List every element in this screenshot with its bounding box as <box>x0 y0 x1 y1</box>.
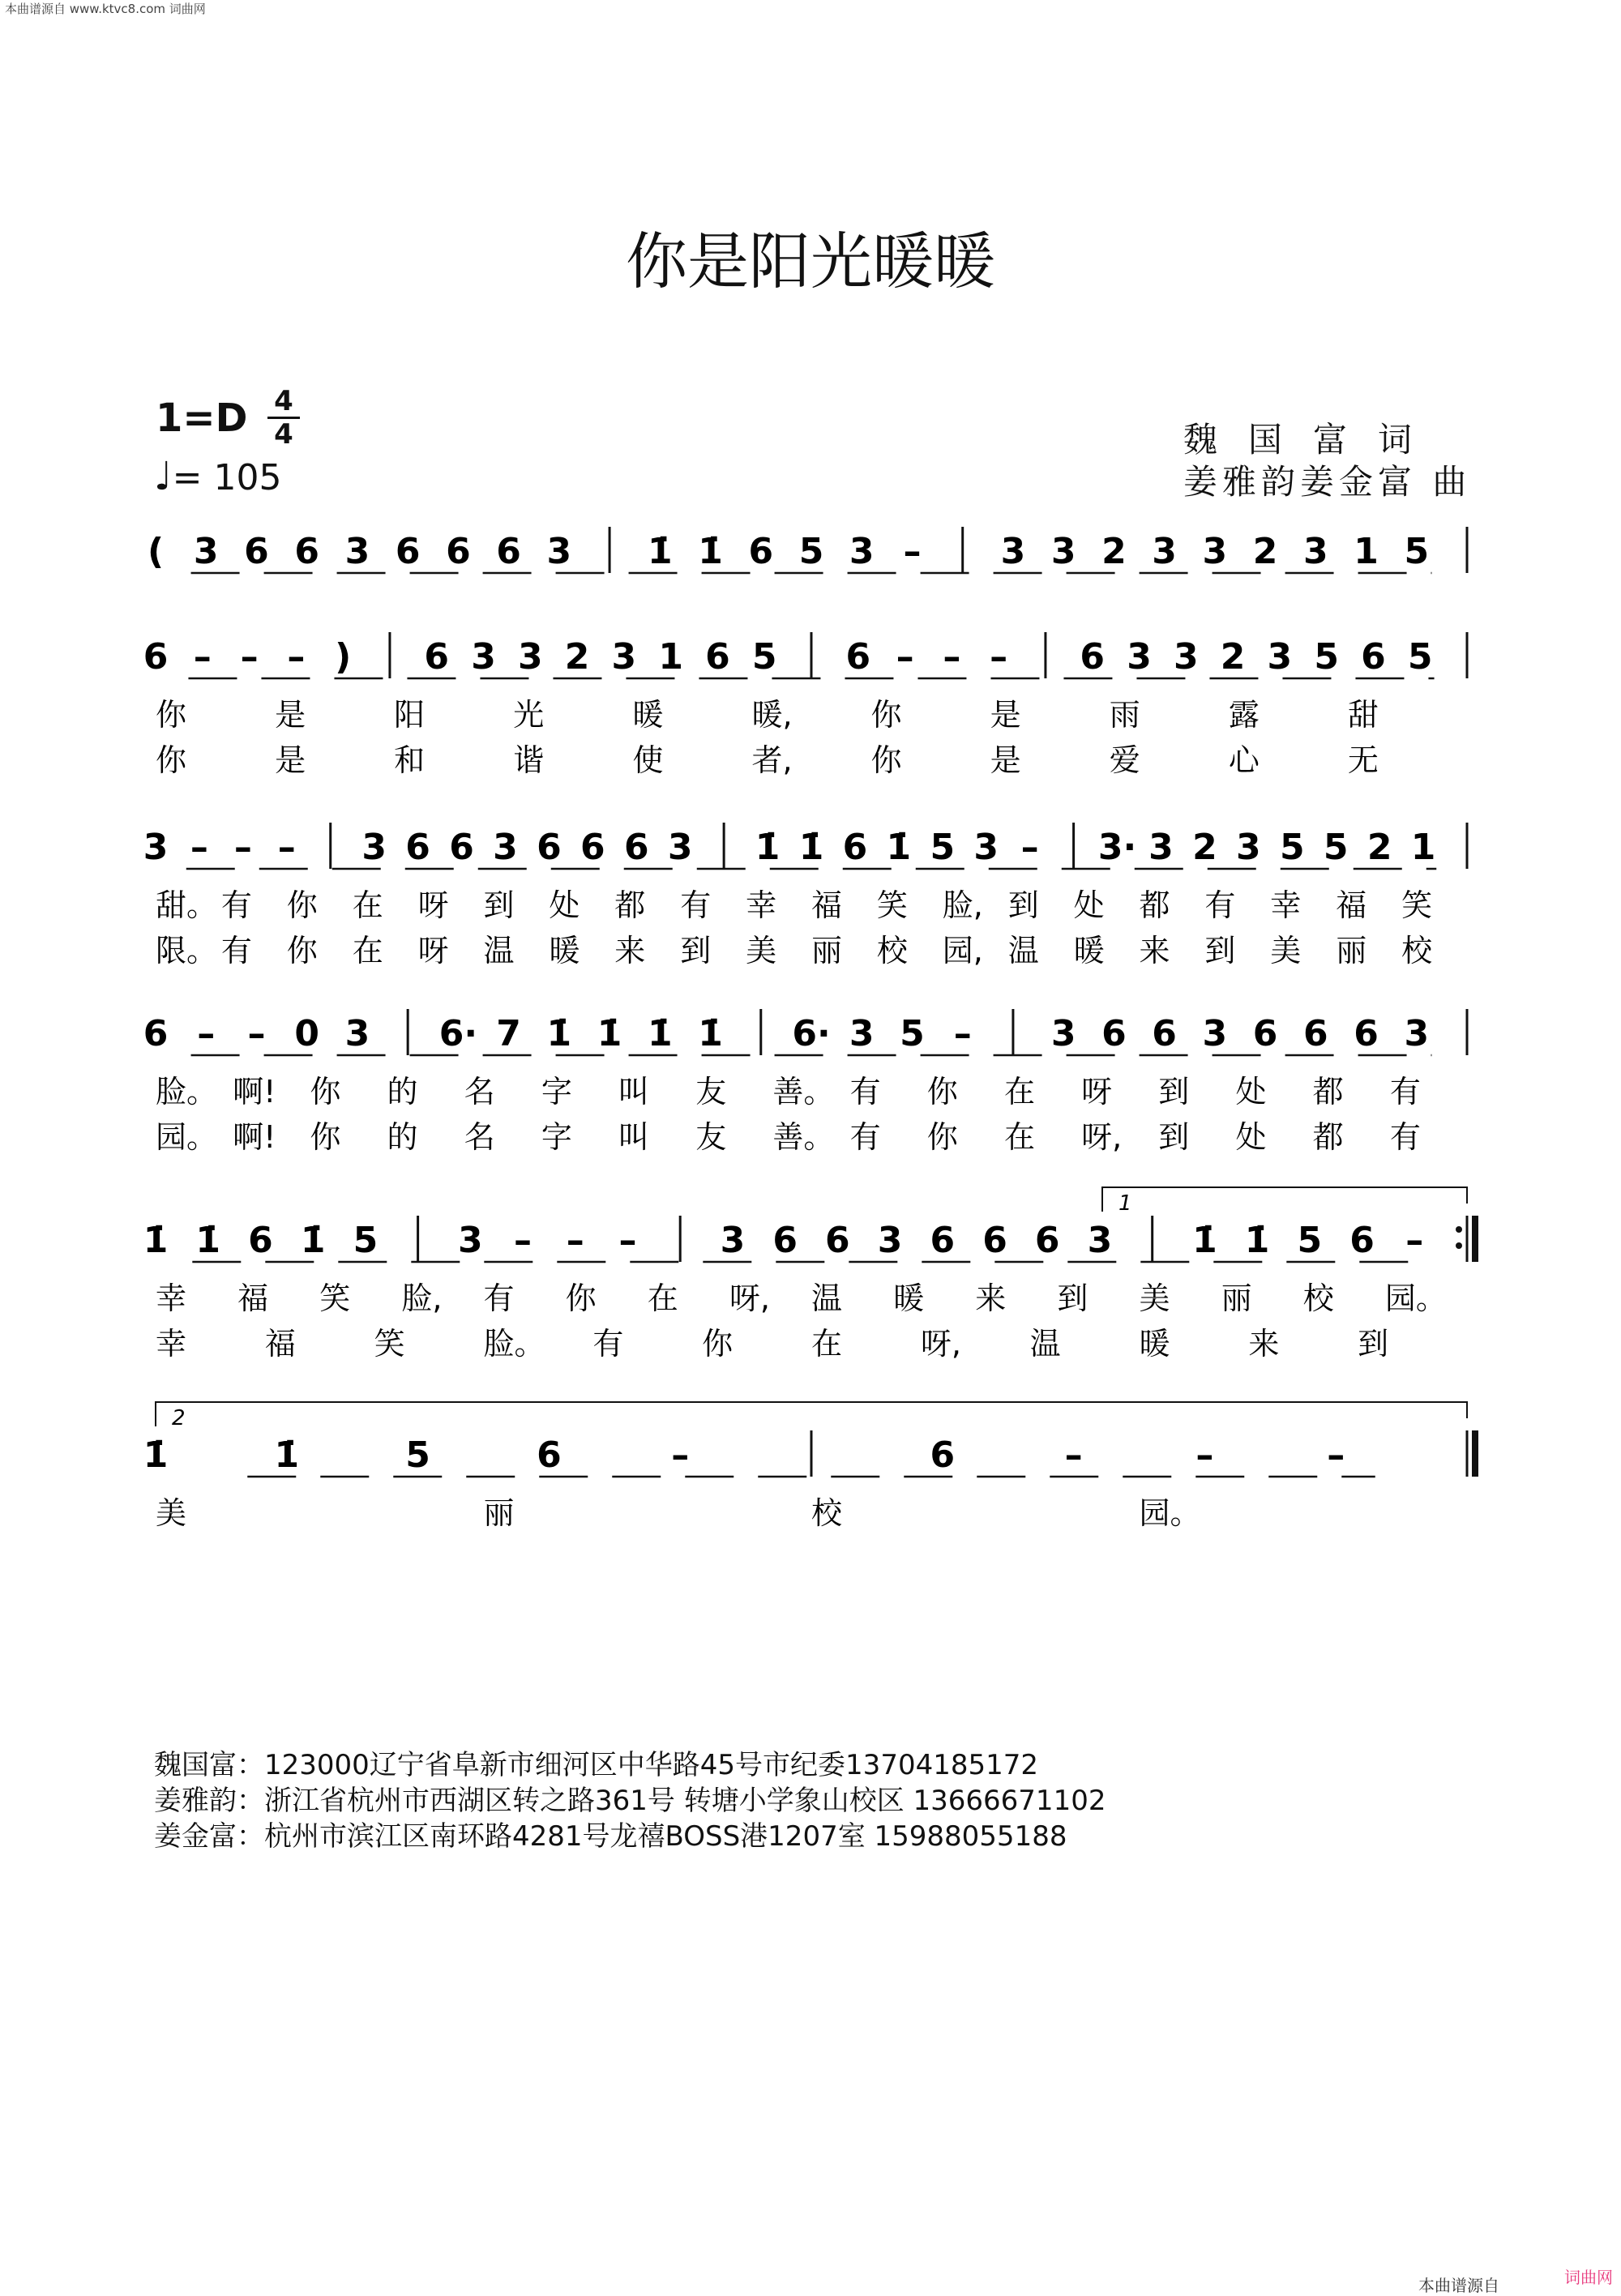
lyric-syllable: 有 <box>849 1074 881 1110</box>
score-note: 3 <box>1202 531 1228 572</box>
score-note: 6 <box>1252 1013 1278 1054</box>
score-note: 1̇ <box>1244 1220 1270 1261</box>
score-note: – <box>1405 1220 1424 1261</box>
score-note: 1̇ <box>647 531 673 572</box>
lyric-syllable: 丽 <box>811 933 843 968</box>
lyric-syllable: 善。 <box>772 1119 835 1155</box>
lyric-syllable: 处 <box>1073 887 1105 923</box>
lyric-syllable: 者, <box>751 742 793 778</box>
lyric-syllable: 到 <box>1007 887 1039 923</box>
score-note: ( <box>147 531 165 572</box>
lyric-syllable: 友 <box>695 1119 727 1155</box>
lyric-syllable: 你 <box>310 1074 341 1110</box>
score-note: – <box>566 1220 584 1261</box>
score-note: 6· <box>792 1013 831 1054</box>
score-note: 5 <box>1407 636 1433 678</box>
lyric-syllable: 啊! <box>233 1074 276 1110</box>
lyric-syllable: 来 <box>614 933 646 968</box>
volta-bracket <box>156 1402 1467 1426</box>
lyric-syllable: 是 <box>275 742 306 778</box>
lyric-syllable: 和 <box>394 742 426 778</box>
lyric-syllable: 在 <box>352 887 383 923</box>
lyric-syllable: 呀, <box>729 1281 770 1316</box>
score-note: 6 <box>424 636 450 678</box>
score-note: 0 <box>294 1013 320 1054</box>
score-note: 6 <box>1101 1013 1127 1054</box>
score-note: 6· <box>438 1013 478 1054</box>
score-note: 6 <box>1361 636 1386 678</box>
lyric-syllable: 你 <box>926 1074 958 1110</box>
source-watermark: 本曲谱源自 www.ktvc8.com 词曲网 <box>5 2 206 16</box>
score-note: – <box>953 1013 972 1054</box>
score-note: 6 <box>930 1434 956 1476</box>
lyric-syllable: 雨 <box>1109 697 1140 733</box>
lyric-syllable: 温 <box>1007 933 1039 968</box>
lyric-syllable: 到 <box>680 933 712 968</box>
lyric-syllable: 有 <box>1389 1074 1421 1110</box>
bottom-watermark: 本曲谱源自 <box>1418 2276 1499 2295</box>
lyric-syllable: 笑 <box>1401 887 1433 923</box>
score-note: 1̇ <box>698 531 723 572</box>
score-note: 6 <box>143 1013 169 1054</box>
lyric-syllable: 到 <box>1204 933 1236 968</box>
score-note: 3 <box>1050 531 1076 572</box>
lyric-syllable: 暖 <box>1139 1326 1170 1362</box>
lyric-syllable: 园, <box>942 933 983 968</box>
score-note: 5 <box>751 636 777 678</box>
score-note: – <box>1064 1434 1083 1476</box>
score-note: 3 <box>849 531 875 572</box>
score-note: 6 <box>772 1220 798 1261</box>
score-note: 2 <box>1252 531 1278 572</box>
lyric-syllable: 丽 <box>1336 933 1367 968</box>
lyric-syllable: 园。 <box>1139 1495 1201 1531</box>
score-note: 3 <box>667 827 693 868</box>
score-note: 5 <box>1314 636 1339 678</box>
score-note: – <box>197 1013 216 1054</box>
site-logo: 词曲网 <box>1556 2263 1621 2293</box>
score-note: – <box>943 636 961 678</box>
lyric-syllable: 你 <box>286 887 318 923</box>
lyric-syllable: 你 <box>870 697 902 733</box>
lyric-syllable: 幸 <box>156 1281 187 1316</box>
score-note: 6 <box>537 827 562 868</box>
lyric-syllable: 你 <box>565 1281 597 1316</box>
lyric-syllable: 都 <box>1139 887 1170 923</box>
lyric-syllable: 使 <box>632 742 664 778</box>
lyric-syllable: 丽 <box>1221 1281 1252 1316</box>
lyric-syllable: 的 <box>387 1074 418 1110</box>
lyricist-credit: 魏国富词 <box>1183 420 1444 460</box>
score-note: 6 <box>982 1220 1007 1261</box>
score-note: 2 <box>1192 827 1217 868</box>
lyric-syllable: 福 <box>1336 887 1367 923</box>
lyric-syllable: 都 <box>1312 1074 1344 1110</box>
lyric-syllable: 甜 <box>1347 697 1379 733</box>
repeat-dot <box>1456 1242 1462 1249</box>
lyric-syllable: 有 <box>1204 887 1236 923</box>
lyric-syllable: 丽 <box>483 1495 515 1531</box>
score-note: 6 <box>449 827 474 868</box>
lyric-syllable: 心 <box>1228 742 1260 778</box>
lyric-syllable: 有 <box>220 933 252 968</box>
score-note: 6 <box>842 827 868 868</box>
score-note: 6 <box>1080 636 1106 678</box>
lyric-syllable: 美 <box>156 1495 187 1531</box>
lyric-syllable: 呀 <box>1081 1074 1113 1110</box>
score-note: 3 <box>611 636 637 678</box>
score-note: 3· <box>1097 827 1137 868</box>
score-note: – <box>277 827 296 868</box>
lyric-syllable: 暖 <box>1073 933 1105 968</box>
lyric-syllable: 友 <box>695 1074 727 1110</box>
score-note: 3 <box>877 1220 903 1261</box>
lyric-syllable: 啊! <box>233 1119 276 1155</box>
lyric-syllable: 处 <box>1235 1074 1267 1110</box>
song-title: 你是阳光暖暖 <box>626 225 995 297</box>
score-note: 6 <box>1152 1013 1177 1054</box>
lyric-syllable: 到 <box>1158 1074 1190 1110</box>
lyric-syllable: 到 <box>483 887 515 923</box>
score-note: – <box>618 1220 637 1261</box>
score-note: 3 <box>973 827 999 868</box>
score-note: 3 <box>458 1220 483 1261</box>
lyric-syllable: 字 <box>541 1074 572 1110</box>
score-note: 6 <box>1354 1013 1379 1054</box>
lyric-syllable: 的 <box>387 1119 418 1155</box>
lyric-syllable: 在 <box>352 933 383 968</box>
lyric-syllable: 笑 <box>319 1281 351 1316</box>
lyric-syllable: 名 <box>464 1074 495 1110</box>
score-note: 1̇ <box>647 1013 673 1054</box>
time-signature-bottom: 4 <box>274 418 293 451</box>
score-note: 5 <box>930 827 956 868</box>
score-note: ) <box>335 636 352 678</box>
score-note: 6 <box>1034 1220 1060 1261</box>
score-note: 2 <box>1220 636 1246 678</box>
lyric-syllable: 在 <box>1003 1119 1035 1155</box>
score-note: 3 <box>1202 1013 1228 1054</box>
score-note: 6 <box>748 531 774 572</box>
score-note: 6 <box>244 531 269 572</box>
score-note: 1̇ <box>143 1220 169 1261</box>
address-composer-1: 姜雅韵：浙江省杭州市西湖区转之路361号 转塘小学象山校区 13666671102 <box>154 1785 1106 1817</box>
lyric-syllable: 有 <box>1389 1119 1421 1155</box>
volta-number: 2 <box>172 1406 186 1430</box>
score-note: 3 <box>344 1013 370 1054</box>
score-note: 3 <box>517 636 543 678</box>
lyric-syllable: 阳 <box>394 697 426 733</box>
lyric-syllable: 来 <box>1139 933 1170 968</box>
score-note: 7 <box>496 1013 521 1054</box>
lyric-syllable: 善。 <box>772 1074 835 1110</box>
score-note: – <box>247 1013 266 1054</box>
lyric-syllable: 脸。 <box>156 1074 218 1110</box>
lyric-syllable: 温 <box>811 1281 843 1316</box>
lyric-syllable: 叫 <box>618 1074 650 1110</box>
lyric-syllable: 美 <box>746 933 777 968</box>
score-note: 5 <box>1323 827 1349 868</box>
lyric-syllable: 你 <box>702 1326 734 1362</box>
score-note: 6 <box>825 1220 850 1261</box>
lyric-syllable: 暖, <box>751 697 793 733</box>
score-note: – <box>193 636 212 678</box>
score-note: 3 <box>361 827 387 868</box>
score-note: 3 <box>193 531 219 572</box>
score-note: 5 <box>1279 827 1305 868</box>
score-note: 3 <box>1148 827 1174 868</box>
lyric-syllable: 处 <box>549 887 580 923</box>
lyric-syllable: 福 <box>237 1281 269 1316</box>
score-note: 5 <box>353 1220 379 1261</box>
lyric-syllable: 你 <box>156 742 187 778</box>
score-note: 2 <box>1101 531 1127 572</box>
score-note: 3 <box>471 636 496 678</box>
score-note: 5 <box>405 1434 430 1476</box>
lyric-syllable: 来 <box>1248 1326 1280 1362</box>
lyric-syllable: 是 <box>275 697 306 733</box>
quarter-note-icon: ♩ <box>154 454 173 499</box>
lyric-syllable: 呀, <box>920 1326 961 1362</box>
score-note: 6 <box>248 1220 273 1261</box>
score-note: – <box>1020 827 1039 868</box>
score-note: 6 <box>930 1220 956 1261</box>
score-note: 6 <box>143 636 169 678</box>
lyric-syllable: 有 <box>483 1281 515 1316</box>
lyric-syllable: 来 <box>975 1281 1007 1316</box>
score-note: 6 <box>395 531 421 572</box>
score-note: 6 <box>537 1434 562 1476</box>
lyric-syllable: 你 <box>926 1119 958 1155</box>
score-note: 6 <box>294 531 320 572</box>
lyric-syllable: 幸 <box>1270 887 1302 923</box>
score-note: 1̇ <box>300 1220 326 1261</box>
lyric-syllable: 限。 <box>156 933 218 968</box>
lyric-syllable: 呀, <box>1081 1119 1123 1155</box>
score-note: 5 <box>1297 1220 1323 1261</box>
score-note: 3 <box>1050 1013 1076 1054</box>
lyric-syllable: 是 <box>990 697 1021 733</box>
lyric-syllable: 你 <box>286 933 318 968</box>
lyric-syllable: 字 <box>541 1119 572 1155</box>
lyric-syllable: 福 <box>264 1326 296 1362</box>
score-note: – <box>903 531 922 572</box>
score-note: 3 <box>1173 636 1199 678</box>
lyric-syllable: 暖 <box>549 933 580 968</box>
score-note: 3 <box>1000 531 1026 572</box>
lyric-syllable: 都 <box>614 887 646 923</box>
volta-number: 1 <box>1118 1191 1132 1216</box>
score-note: – <box>233 827 252 868</box>
lyric-syllable: 你 <box>870 742 902 778</box>
score-note: 1 <box>1410 827 1436 868</box>
score-note: 6 <box>1349 1220 1375 1261</box>
score-note: 1̇ <box>195 1220 221 1261</box>
lyric-syllable: 校 <box>811 1495 843 1531</box>
lyric-syllable: 有 <box>592 1326 624 1362</box>
composer-credit: 姜雅韵姜金富 曲 <box>1183 462 1472 502</box>
score-note: – <box>990 636 1008 678</box>
score-note: 3 <box>143 827 169 868</box>
lyric-syllable: 脸, <box>401 1281 443 1316</box>
score-note: 2 <box>1367 827 1392 868</box>
time-signature-top: 4 <box>274 385 293 417</box>
lyric-syllable: 都 <box>1312 1119 1344 1155</box>
score-note: 6 <box>705 636 730 678</box>
lyric-syllable: 你 <box>310 1119 341 1155</box>
lyric-syllable: 笑 <box>374 1326 405 1362</box>
score-note: 5 <box>798 531 824 572</box>
lyric-syllable: 有 <box>680 887 712 923</box>
lyric-syllable: 呀 <box>417 887 449 923</box>
lyric-syllable: 在 <box>647 1281 678 1316</box>
score-note: 1̇ <box>597 1013 622 1054</box>
address-lyricist: 魏国富：123000辽宁省阜新市细河区中华路45号市纪委13704185172 <box>154 1749 1039 1781</box>
score-note: – <box>287 636 306 678</box>
lyric-syllable: 校 <box>1401 933 1433 968</box>
score-note: – <box>240 636 259 678</box>
lyric-syllable: 暖 <box>632 697 664 733</box>
lyric-syllable: 光 <box>513 697 545 733</box>
score-note: – <box>896 636 914 678</box>
lyric-syllable: 在 <box>811 1326 843 1362</box>
lyric-syllable: 叫 <box>618 1119 650 1155</box>
score-note: 3 <box>1152 531 1177 572</box>
lyric-syllable: 福 <box>811 887 843 923</box>
lyric-syllable: 笑 <box>876 887 908 923</box>
lyric-syllable: 名 <box>464 1119 495 1155</box>
score-note: 1̇ <box>886 827 912 868</box>
score-note: 1̇ <box>143 1434 169 1476</box>
lyric-syllable: 处 <box>1235 1119 1267 1155</box>
lyric-syllable: 甜。 <box>156 887 218 923</box>
volta-bracket <box>1102 1187 1467 1212</box>
score-note: 3 <box>1087 1220 1113 1261</box>
lyric-syllable: 是 <box>990 742 1021 778</box>
score-note: 6 <box>580 827 605 868</box>
lyric-syllable: 到 <box>1158 1119 1190 1155</box>
lyric-syllable: 你 <box>156 697 187 733</box>
tempo-value: = 105 <box>172 457 282 498</box>
score-note: 6 <box>446 531 471 572</box>
lyric-syllable: 露 <box>1228 697 1260 733</box>
score-note: 3 <box>720 1220 746 1261</box>
score-note: 1̇ <box>798 827 824 868</box>
lyric-syllable: 校 <box>1302 1281 1334 1316</box>
lyric-syllable: 幸 <box>156 1326 187 1362</box>
lyric-syllable: 无 <box>1347 742 1379 778</box>
key-signature: 1=D <box>156 395 248 441</box>
lyric-syllable: 校 <box>876 933 908 968</box>
score-note: 6 <box>405 827 430 868</box>
score-note: 1̇ <box>755 827 781 868</box>
score-note: 6 <box>845 636 871 678</box>
lyric-syllable: 幸 <box>746 887 777 923</box>
lyric-syllable: 爱 <box>1109 742 1140 778</box>
lyric-syllable: 到 <box>1057 1281 1089 1316</box>
lyric-syllable: 美 <box>1139 1281 1170 1316</box>
score-note: 3 <box>546 531 572 572</box>
score-note: 6 <box>1302 1013 1328 1054</box>
score-note: 3 <box>849 1013 875 1054</box>
lyric-syllable: 有 <box>220 887 252 923</box>
address-composer-2: 姜金富：杭州市滨江区南环路4281号龙禧BOSS港1207室 15988055188 <box>154 1820 1067 1853</box>
score-note: 3 <box>1236 827 1261 868</box>
lyric-syllable: 呀 <box>417 933 449 968</box>
score-note: 1̇ <box>1192 1220 1217 1261</box>
score-note: 3 <box>1127 636 1152 678</box>
lyric-syllable: 脸。 <box>483 1326 545 1362</box>
score-note: – <box>190 827 208 868</box>
score-note: 1̇ <box>698 1013 723 1054</box>
score-note: 1 <box>1354 531 1379 572</box>
score-note: 3 <box>344 531 370 572</box>
score-note: 6 <box>496 531 521 572</box>
score-note: 3 <box>1267 636 1293 678</box>
score-note: – <box>1195 1434 1214 1476</box>
score-note: 3 <box>1404 1013 1430 1054</box>
lyric-syllable: 园。 <box>156 1119 218 1155</box>
score-note: 1 <box>658 636 683 678</box>
lyric-syllable: 美 <box>1270 933 1302 968</box>
lyric-syllable: 有 <box>849 1119 881 1155</box>
lyric-syllable: 温 <box>1029 1326 1061 1362</box>
score-note: – <box>671 1434 690 1476</box>
score-note: 3 <box>1302 531 1328 572</box>
lyric-syllable: 在 <box>1003 1074 1035 1110</box>
score-note: 5 <box>1404 531 1430 572</box>
score-note: 1̇ <box>546 1013 572 1054</box>
score-note: 3 <box>493 827 518 868</box>
lyric-syllable: 园。 <box>1384 1281 1447 1316</box>
lyric-syllable: 脸, <box>942 887 983 923</box>
lyric-syllable: 暖 <box>893 1281 925 1316</box>
score-note: 5 <box>900 1013 925 1054</box>
lyric-syllable: 到 <box>1358 1326 1389 1362</box>
score-note: – <box>514 1220 532 1261</box>
score-note: 6 <box>623 827 649 868</box>
lyric-syllable: 温 <box>483 933 515 968</box>
lyric-syllable: 谐 <box>513 742 545 778</box>
score-note: 2 <box>564 636 590 678</box>
repeat-dot <box>1456 1226 1462 1233</box>
score-note: 1̇ <box>274 1434 300 1476</box>
score-note: – <box>1327 1434 1345 1476</box>
